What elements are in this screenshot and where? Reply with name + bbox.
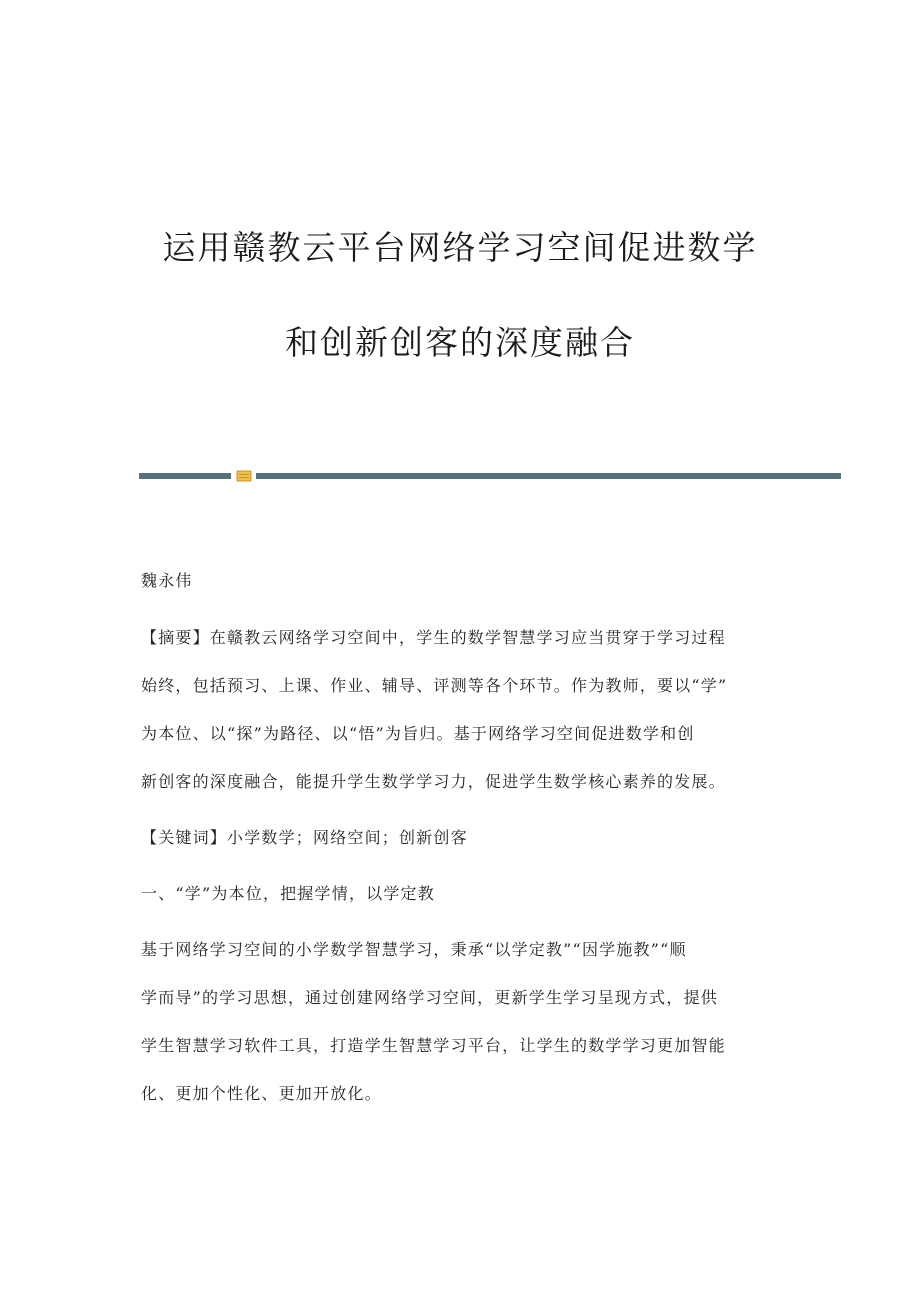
section-heading: 一、“学”为本位，把握学情，以学定教	[141, 884, 435, 903]
author-name: 魏永伟	[141, 571, 193, 590]
document-title-line-1: 运用赣教云平台网络学习空间促进数学	[162, 228, 758, 267]
keywords: 【关键词】小学数学；网络空间；创新创客	[141, 828, 468, 847]
divider-bar-left	[139, 473, 231, 479]
divider-bar-right	[256, 473, 841, 479]
divider-ornament-icon	[236, 470, 252, 482]
section-paragraph-line: 学生智慧学习软件工具，打造学生智慧学习平台，让学生的数学学习更加智能	[141, 1036, 726, 1055]
section-paragraph-line: 学而导”的学习思想，通过创建网络学习空间，更新学生学习呈现方式，提供	[141, 988, 718, 1007]
document-title-line-2: 和创新创客的深度融合	[285, 323, 635, 362]
abstract-line: 为本位、以“探”为路径、以“悟”为旨归。基于网络学习空间促进数学和创	[141, 724, 695, 743]
title-divider	[139, 470, 841, 482]
abstract-line: 新创客的深度融合，能提升学生数学学习力，促进学生数学核心素养的发展。	[141, 772, 726, 791]
section-paragraph-line: 基于网络学习空间的小学数学智慧学习，秉承“以学定教”“因学施教”“顺	[141, 940, 687, 959]
abstract-line: 始终，包括预习、上课、作业、辅导、评测等各个环节。作为教师，要以“学”	[141, 676, 728, 695]
section-paragraph-line: 化、更加个性化、更加开放化。	[141, 1084, 382, 1103]
abstract-line: 【摘要】在赣教云网络学习空间中，学生的数学智慧学习应当贯穿于学习过程	[141, 628, 726, 647]
